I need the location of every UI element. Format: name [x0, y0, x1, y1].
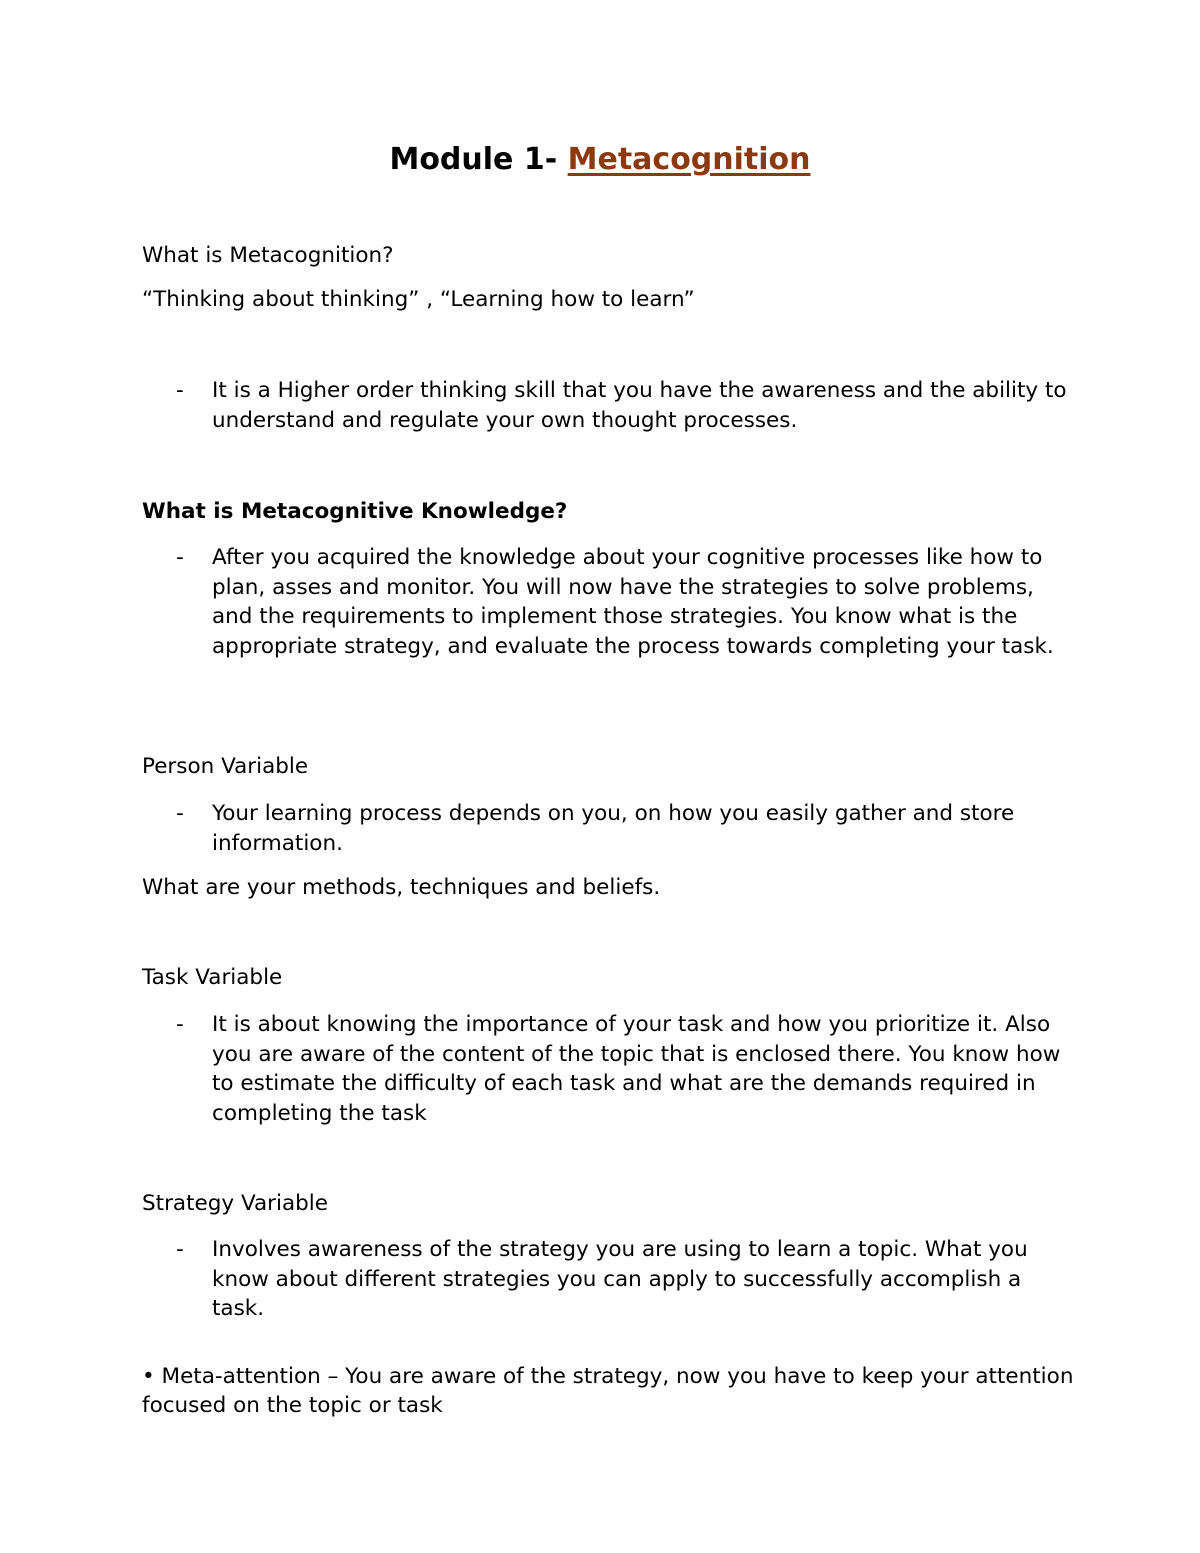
bullet-text: Your learning process depends on you, on how you easily gather and store information. [212, 801, 1015, 856]
knowledge-bullet [142, 543, 1077, 662]
bullet-dash: - [176, 545, 184, 570]
title-prefix: Module 1- [389, 142, 558, 177]
bullet-text: Involves awareness of the strategy you are using to learn a topic. What you know about different strategies you can apply to successfully accomplish a task. [212, 1237, 1028, 1322]
knowledge-heading: What is Metacognitive Knowledge? [142, 499, 568, 524]
bullet-dash: - [176, 1237, 184, 1262]
bullet-text: It is about knowing the importance of your task and how you prioritize it. Also you are aware of the content of the topic that is enclosed there. You know how to estimate the difficulty of each task and what are the demands required in completing the task [212, 1012, 1061, 1127]
task-bullet [142, 1010, 1077, 1129]
intro-bullet [142, 376, 1077, 435]
strategy-heading: Strategy Variable [142, 1191, 329, 1216]
task-heading: Task Variable [142, 965, 283, 990]
title-link[interactable]: Metacognition [567, 142, 811, 177]
person-note: What are your methods, techniques and beliefs. [142, 875, 661, 900]
intro-question: What is Metacognition? [142, 243, 394, 268]
person-bullet [142, 799, 1077, 858]
intro-quote: “Thinking about thinking” , “Learning how to learn” [142, 287, 695, 312]
page-title [0, 140, 1200, 180]
bullet-dash: - [176, 1012, 184, 1037]
meta-attention-paragraph: • Meta-attention – You are aware of the strategy, now you have to keep your attention focused on the topic or task [142, 1363, 1074, 1418]
person-heading: Person Variable [142, 754, 309, 779]
bullet-dash: - [176, 801, 184, 826]
strategy-bullet [142, 1235, 1077, 1324]
bullet-dash: - [176, 378, 184, 403]
bullet-text: After you acquired the knowledge about your cognitive processes like how to plan, asses and monitor. You will now have the strategies to solve problems, and the requirements to implement those strategies. You know what is the appropriate strategy, and evaluate the process towards completing your task. [212, 545, 1054, 660]
bullet-text: It is a Higher order thinking skill that you have the awareness and the ability to understand and regulate your own thought processes. [212, 378, 1067, 433]
